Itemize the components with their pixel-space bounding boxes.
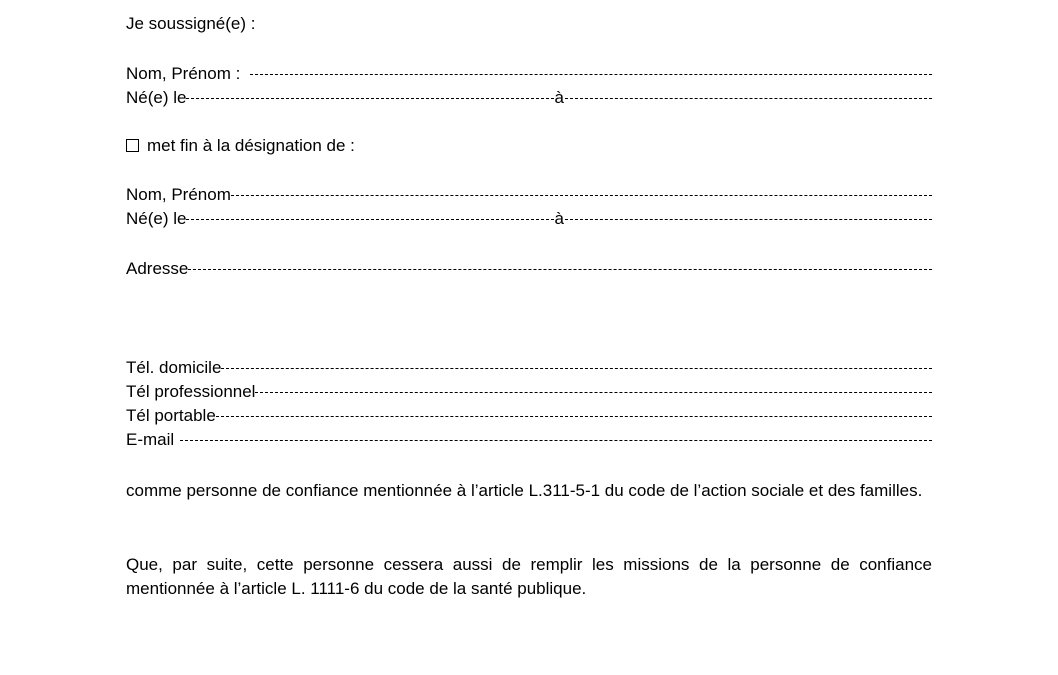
document-page [126,0,932,675]
phone-home-row [126,356,932,380]
phone-mobile-field[interactable] [216,415,932,417]
phone-home-field[interactable] [221,367,932,369]
intro-text: Je soussigné(e) : [126,14,256,33]
signer-birth-label: Né(e) le [126,88,187,107]
signer-name-field[interactable] [250,73,932,75]
designee-birth-label: Né(e) le [126,209,187,228]
designee-birth-date-field[interactable] [186,218,553,220]
signer-birth-place-sep: à [554,88,564,107]
address-row-2 [126,281,932,305]
signer-name-row [126,62,932,86]
phone-mobile-label: Tél portable [126,406,216,425]
address-row-1 [126,257,932,281]
paragraph-consequence: Que, par suite, cette personne cessera aussi de remplir les missions de la personne de confiance mentionnée à l’article L. 1111-6 du code de la santé publique. [126,555,932,598]
address-row-3 [126,305,932,329]
signer-birth-place-field[interactable] [565,97,932,99]
end-designation-label: met fin à la désignation de : [147,136,355,155]
address-field-1[interactable] [188,268,932,270]
phone-mobile-row [126,404,932,428]
end-designation-checkbox[interactable] [126,139,139,152]
email-label: E-mail [126,430,175,449]
signer-birth-row [126,86,932,110]
paragraph-confidant-reference: comme personne de confiance mentionnée à l’article L.311-5-1 du code de l’action sociale et des familles. [126,481,923,500]
phone-work-row [126,380,932,404]
designee-birth-place-field[interactable] [565,218,932,220]
phone-work-label: Tél professionnel [126,382,256,401]
designee-name-row [126,183,932,207]
end-designation-row [126,134,932,158]
email-row [126,428,932,452]
phone-work-field[interactable] [255,391,932,393]
email-field[interactable] [180,439,932,441]
designee-birth-row [126,207,932,231]
address-label: Adresse [126,259,189,278]
designee-birth-place-sep: à [554,209,564,228]
designee-name-field[interactable] [231,194,932,196]
intro-line [126,12,932,36]
phone-home-label: Tél. domicile [126,358,222,377]
signer-name-label: Nom, Prénom : [126,64,241,83]
designee-name-label: Nom, Prénom [126,185,231,204]
signer-birth-date-field[interactable] [186,97,553,99]
